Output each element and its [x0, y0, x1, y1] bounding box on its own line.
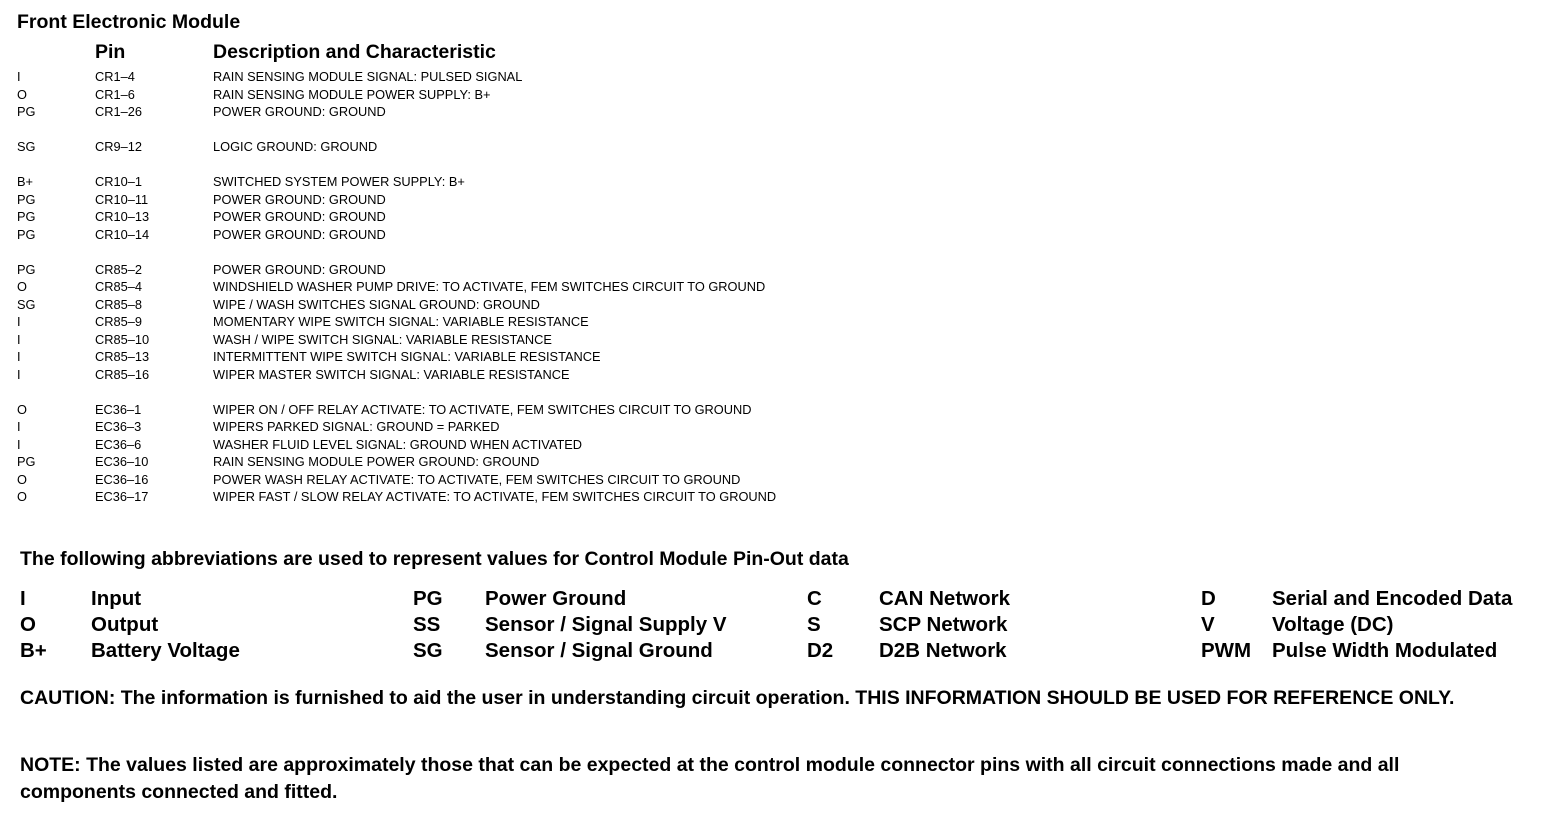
- abbreviation-meaning: Input: [91, 587, 142, 610]
- table-row: [0, 138, 900, 156]
- abbreviation-meaning: Output: [91, 613, 159, 636]
- pin-type: SG: [17, 139, 36, 154]
- abbreviation-meaning: Battery Voltage: [91, 639, 240, 662]
- pin-description: LOGIC GROUND: GROUND: [213, 139, 378, 154]
- caution-text: CAUTION: The information is furnished to aid the user in understanding circuit operation. THIS INFORMATION SHOULD BE USED FOR REFERENCE ONLY.: [20, 687, 1455, 709]
- pin-type: I: [17, 331, 21, 347]
- table-row: [0, 86, 900, 104]
- table-row: [0, 471, 900, 489]
- pin-id: EC36–10: [95, 454, 149, 469]
- abbreviation-meaning: Pulse Width Modulated: [1272, 639, 1498, 662]
- table-row: [0, 208, 900, 226]
- pin-type: O: [17, 489, 27, 504]
- pin-id: CR85–13: [95, 349, 150, 364]
- abbreviation-meaning: CAN Network: [879, 587, 1010, 610]
- table-row: [0, 261, 900, 279]
- pin-description: RAIN SENSING MODULE POWER GROUND: GROUND: [213, 454, 540, 469]
- pin-description: SWITCHED SYSTEM POWER SUPPLY: B+: [213, 174, 465, 189]
- description-column-header: Description and Characteristic: [213, 41, 496, 63]
- pin-description: WIPER MASTER SWITCH SIGNAL: VARIABLE RESISTANCE: [213, 366, 570, 382]
- pin-id: CR85–8: [95, 296, 142, 312]
- pin-type: O: [17, 401, 27, 417]
- abbreviation-code: SG: [413, 639, 443, 662]
- pin-id: CR10–11: [95, 191, 149, 207]
- abbreviation-code: SS: [413, 613, 441, 636]
- pin-type: O: [17, 86, 27, 102]
- module-title: Front Electronic Module: [17, 11, 241, 33]
- pin-description: WIPE / WASH SWITCHES SIGNAL GROUND: GROUND: [213, 296, 540, 312]
- pin-description: POWER GROUND: GROUND: [213, 226, 386, 242]
- pin-id: EC36–3: [95, 419, 142, 434]
- abbreviation-code: D2: [807, 639, 834, 662]
- pin-type: I: [17, 69, 21, 84]
- abbreviation-code: S: [807, 613, 821, 636]
- pin-description: WIPER ON / OFF RELAY ACTIVATE: TO ACTIVATE, FEM SWITCHES CIRCUIT TO GROUND: [213, 401, 752, 417]
- table-row: [0, 488, 900, 506]
- pin-id: EC36–1: [95, 401, 142, 417]
- pin-type: PG: [17, 191, 36, 207]
- pin-id: EC36–6: [95, 436, 142, 452]
- abbreviation-meaning: Sensor / Signal Supply V: [485, 613, 727, 636]
- pin-type: I: [17, 419, 21, 434]
- pin-description: POWER GROUND: GROUND: [213, 209, 386, 224]
- table-row: [0, 68, 900, 86]
- abbreviation-code: B+: [20, 639, 47, 662]
- pin-type: I: [17, 436, 21, 452]
- abbreviation-meaning: Serial and Encoded Data: [1272, 587, 1513, 610]
- abbreviation-meaning: D2B Network: [879, 639, 1007, 662]
- abbreviation-code: PWM: [1201, 639, 1252, 662]
- table-row: [0, 173, 900, 191]
- table-row: [0, 331, 900, 349]
- abbreviation-meaning: Power Ground: [485, 587, 627, 610]
- pin-column-header: Pin: [95, 41, 126, 63]
- table-row: [0, 278, 900, 296]
- pin-type: PG: [17, 454, 36, 469]
- table-row: [0, 436, 900, 454]
- pin-description: WIPER FAST / SLOW RELAY ACTIVATE: TO ACTIVATE, FEM SWITCHES CIRCUIT TO GROUND: [213, 489, 777, 504]
- pin-type: SG: [17, 296, 36, 312]
- table-row: [0, 103, 900, 121]
- abbreviation-meaning: Voltage (DC): [1272, 613, 1394, 636]
- pin-description: POWER GROUND: GROUND: [213, 104, 386, 119]
- pin-description: WASHER FLUID LEVEL SIGNAL: GROUND WHEN ACTIVATED: [213, 436, 583, 452]
- pin-type: I: [17, 366, 21, 382]
- table-row: [0, 401, 900, 419]
- table-row: [0, 226, 900, 244]
- pin-id: CR10–1: [95, 174, 142, 189]
- pin-description: INTERMITTENT WIPE SWITCH SIGNAL: VARIABLE RESISTANCE: [213, 349, 601, 364]
- pin-id: CR10–14: [95, 226, 150, 242]
- pin-id: CR85–9: [95, 314, 142, 329]
- pin-type: PG: [17, 209, 36, 224]
- pin-id: CR85–4: [95, 279, 142, 294]
- abbreviation-code: PG: [413, 587, 443, 610]
- pin-description: POWER WASH RELAY ACTIVATE: TO ACTIVATE, FEM SWITCHES CIRCUIT TO GROUND: [213, 471, 741, 487]
- table-row: [0, 191, 900, 209]
- table-row: [0, 296, 900, 314]
- pin-type: B+: [17, 174, 34, 189]
- pin-id: CR9–12: [95, 139, 142, 154]
- pin-description: WINDSHIELD WASHER PUMP DRIVE: TO ACTIVATE, FEM SWITCHES CIRCUIT TO GROUND: [213, 279, 766, 294]
- pin-type: PG: [17, 261, 36, 277]
- abbreviation-code: C: [807, 587, 822, 610]
- pin-type: PG: [17, 104, 36, 119]
- abbreviation-meaning: Sensor / Signal Ground: [485, 639, 713, 662]
- pin-description: WIPERS PARKED SIGNAL: GROUND = PARKED: [213, 419, 500, 434]
- pin-type: O: [17, 279, 27, 294]
- pin-id: CR85–2: [95, 261, 142, 277]
- pin-type: O: [17, 471, 27, 487]
- pin-id: CR1–6: [95, 86, 135, 102]
- abbreviation-code: D: [1201, 587, 1216, 610]
- pin-type: I: [17, 314, 21, 329]
- pin-id: CR1–26: [95, 104, 142, 119]
- table-row: [0, 418, 900, 436]
- pin-id: EC36–16: [95, 471, 149, 487]
- pin-description: POWER GROUND: GROUND: [213, 261, 386, 277]
- note-text: NOTE: The values listed are approximately those that can be expected at the control module connector pins with all circuit connections made and all components connected and fitted.: [20, 754, 1400, 803]
- pin-description: MOMENTARY WIPE SWITCH SIGNAL: VARIABLE RESISTANCE: [213, 314, 589, 329]
- abbreviation-code: O: [20, 613, 36, 636]
- pin-id: CR85–16: [95, 366, 150, 382]
- pin-description: RAIN SENSING MODULE POWER SUPPLY: B+: [213, 86, 491, 102]
- pin-description: POWER GROUND: GROUND: [213, 191, 386, 207]
- table-row: [0, 348, 900, 366]
- table-row: [0, 366, 900, 384]
- abbreviation-code: I: [20, 587, 26, 610]
- pin-id: CR10–13: [95, 209, 150, 224]
- pin-id: CR1–4: [95, 69, 135, 84]
- abbreviation-code: V: [1201, 613, 1215, 636]
- pin-description: RAIN SENSING MODULE SIGNAL: PULSED SIGNAL: [213, 69, 523, 84]
- pin-id: CR85–10: [95, 331, 150, 347]
- abbreviations-heading: The following abbreviations are used to represent values for Control Module Pin-Out data: [20, 548, 849, 570]
- table-row: [0, 313, 900, 331]
- pin-type: PG: [17, 226, 36, 242]
- pin-type: I: [17, 349, 21, 364]
- pin-table: [0, 68, 900, 506]
- abbreviation-meaning: SCP Network: [879, 613, 1008, 636]
- pin-id: EC36–17: [95, 489, 149, 504]
- table-row: [0, 453, 900, 471]
- pin-description: WASH / WIPE SWITCH SIGNAL: VARIABLE RESISTANCE: [213, 331, 552, 347]
